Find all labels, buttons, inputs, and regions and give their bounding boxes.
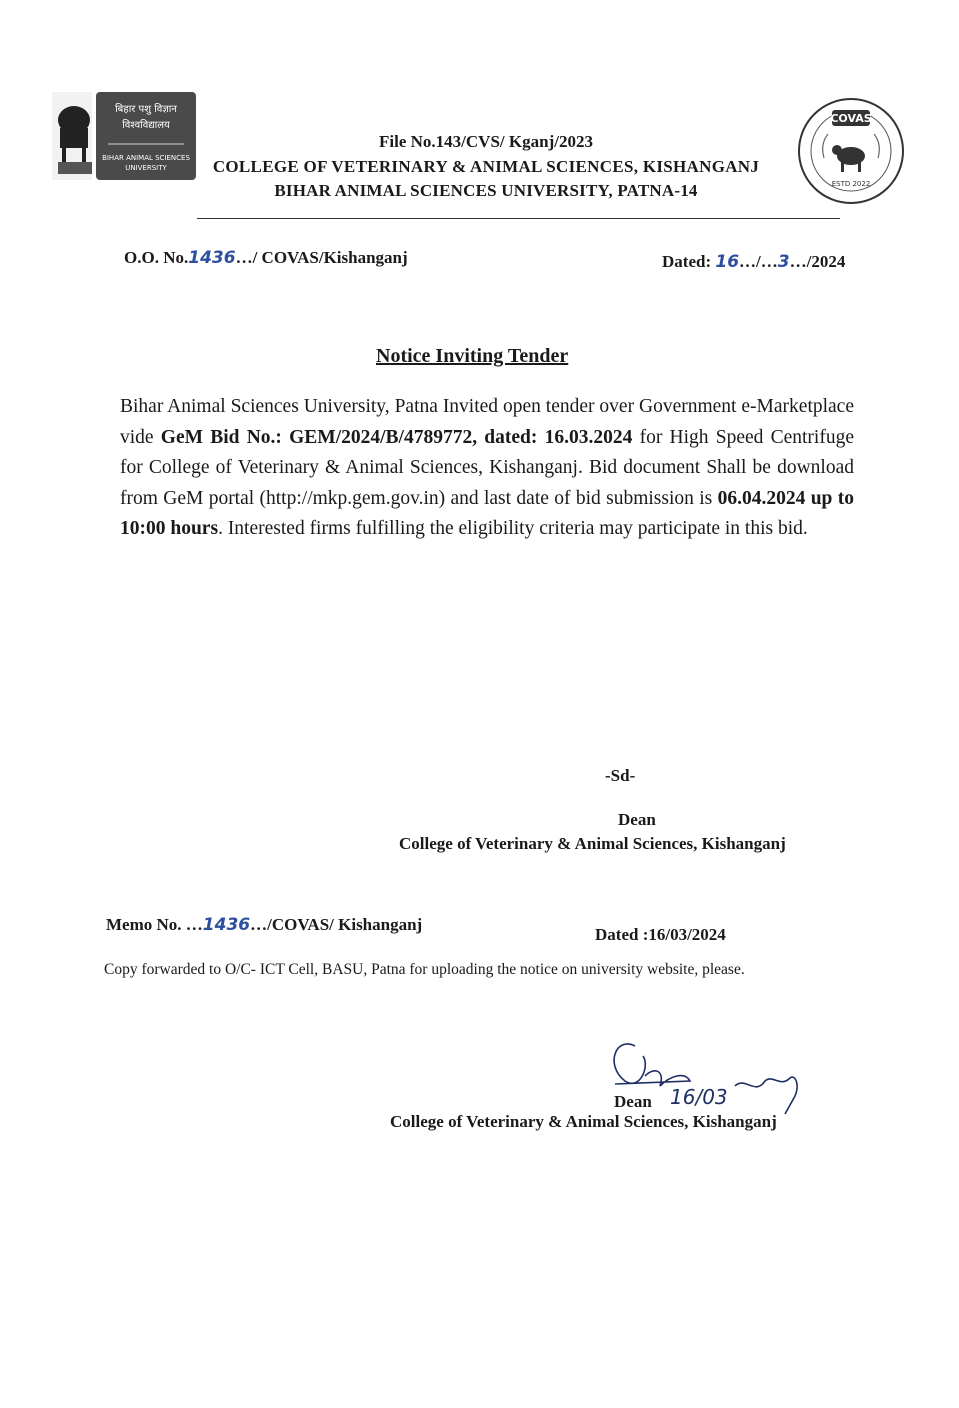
svg-text:विश्वविद्यालय: विश्वविद्यालय: [122, 120, 170, 131]
order-date-label: Dated:: [662, 252, 716, 271]
signed-mark: -Sd-: [605, 766, 636, 785]
order-number-line: [124, 248, 408, 268]
svg-text:COVAS: COVAS: [830, 112, 872, 125]
notice-body-deadline: 06.04.2024 up to 10:00 hours: [120, 487, 854, 540]
memo-number-handwritten: 1436: [202, 915, 251, 935]
signatory-designation: Dean: [618, 810, 656, 829]
memo-suffix: /COVAS/ Kishanganj: [267, 915, 423, 934]
order-date-year: /2024: [806, 252, 846, 271]
order-date-line: [662, 252, 845, 272]
header-divider: [197, 218, 840, 219]
notice-body-part2: for High Speed Centrifuge for College of Veterinary & Animal Sciences, Kishanganj. Bid document Shall be download from GeM portal (http://mkp.gem.gov.in) and last date of bid submission is: [120, 426, 854, 509]
signatory-designation-2: Dean: [614, 1092, 652, 1111]
order-date-sep2: …: [789, 252, 807, 271]
memo-prefix: Memo No.: [106, 915, 186, 934]
order-date-day: 16: [715, 252, 740, 272]
college-seal: [796, 96, 906, 206]
memo-dots: …: [185, 915, 203, 934]
memo-date: Dated :16/03/2024: [595, 925, 726, 944]
notice-body-part3: . Interested firms fulfilling the eligibility criteria may participate in this bid.: [218, 518, 808, 540]
signatory-college: College of Veterinary & Animal Sciences, Kishanganj: [399, 834, 786, 853]
notice-body-part1: Bihar Animal Sciences University, Patna Invited open tender over Government e-Marketplace vide: [120, 396, 854, 448]
university-name-heading: BIHAR ANIMAL SCIENCES UNIVERSITY, PATNA-14: [274, 181, 698, 200]
svg-text:UNIVERSITY: UNIVERSITY: [125, 164, 167, 172]
notice-title: Notice Inviting Tender: [376, 345, 569, 367]
university-logo: [48, 88, 200, 184]
order-number-handwritten: 1436: [188, 248, 236, 268]
notice-body: [120, 392, 854, 545]
svg-text:बिहार पशु विज्ञान: बिहार पशु विज्ञान: [115, 104, 177, 115]
notice-body-bid-number: GeM Bid No.: GEM/2024/B/4789772, dated: 16.03.2024: [160, 426, 633, 448]
order-number-suffix: …/ COVAS/Kishanganj: [235, 248, 408, 267]
order-date-month: 3: [777, 252, 790, 272]
signatory-college-2: College of Veterinary & Animal Sciences, Kishanganj: [390, 1112, 777, 1131]
order-date-sep: …/…: [739, 252, 778, 271]
file-number: File No.143/CVS/ Kganj/2023: [379, 132, 593, 151]
order-number-prefix: O.O. No.: [124, 248, 189, 267]
memo-number-line: [106, 915, 422, 935]
memo-dots2: …: [250, 915, 268, 934]
copy-forwarded-text: Copy forwarded to O/C- ICT Cell, BASU, Patna for uploading the notice on university website, please.: [104, 961, 745, 978]
svg-text:ESTD 2022: ESTD 2022: [831, 180, 871, 188]
svg-text:16/03: 16/03: [670, 1085, 728, 1109]
svg-text:BIHAR ANIMAL SCIENCES: BIHAR ANIMAL SCIENCES: [102, 154, 190, 162]
college-name-heading: COLLEGE OF VETERINARY & ANIMAL SCIENCES, KISHANGANJ: [212, 157, 760, 176]
